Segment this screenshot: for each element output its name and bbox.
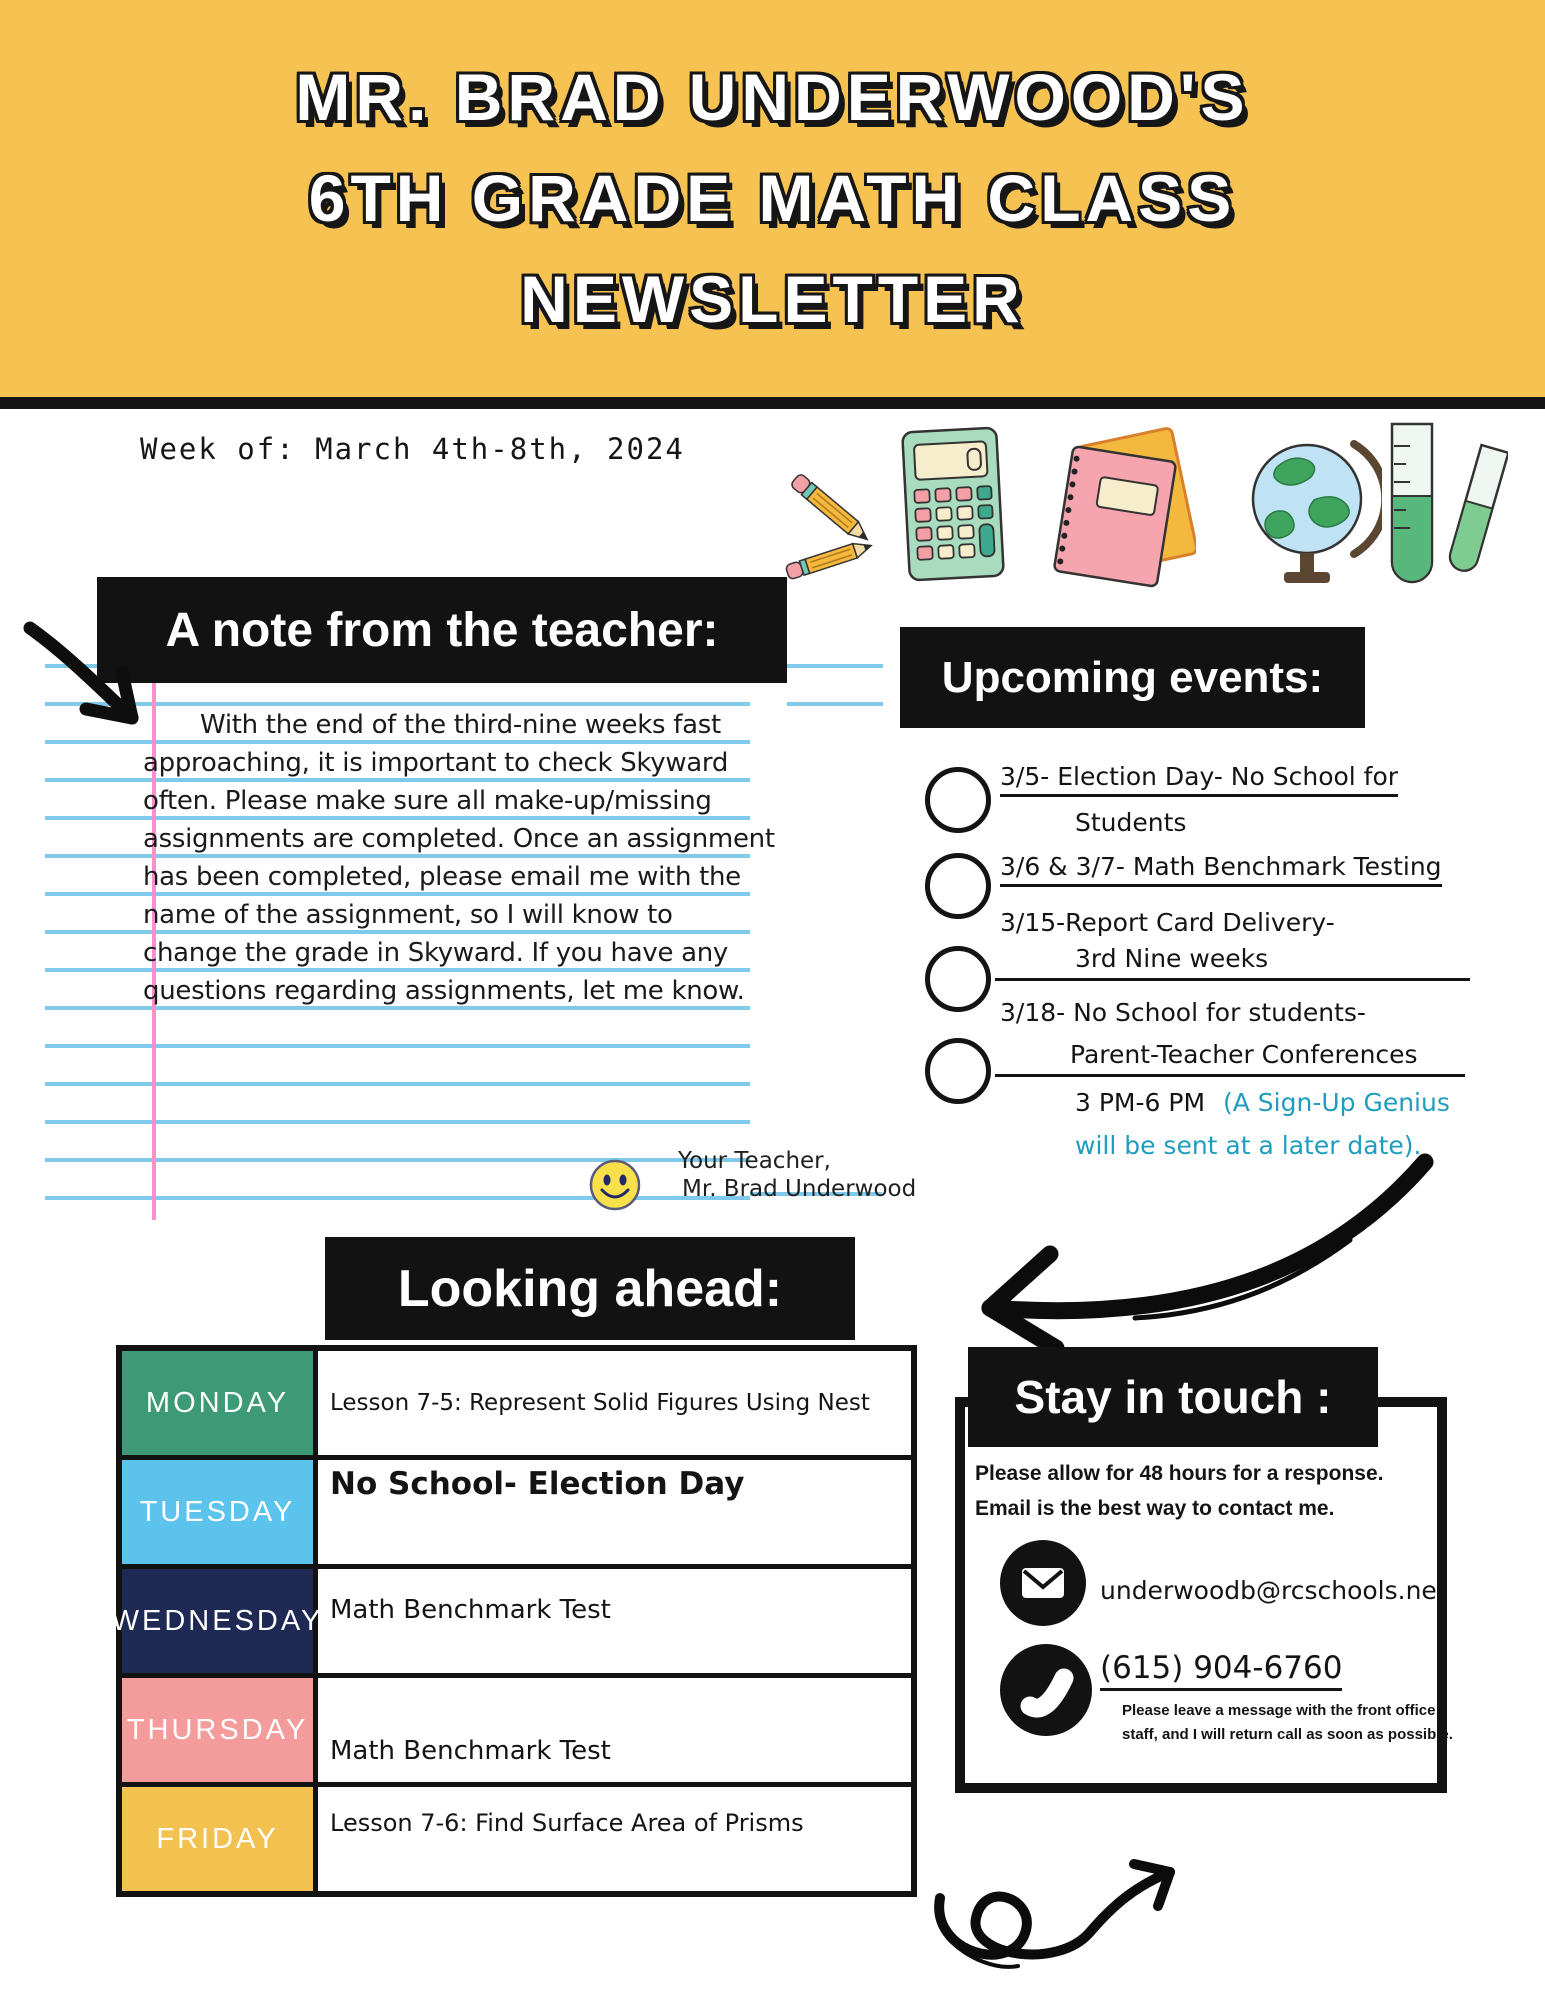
- phone-note-line: staff, and I will return call as soon as possible.: [1122, 1726, 1453, 1743]
- header-banner: [0, 0, 1545, 397]
- calculator-icon: [898, 424, 1008, 584]
- paper-line-extension: [787, 664, 883, 668]
- newsletter-title-line-1: MR. BRAD UNDERWOOD'S: [295, 60, 1250, 134]
- curved-arrow-icon: [880, 1140, 1440, 1375]
- email-address: underwoodb@rcschools.net: [1100, 1576, 1447, 1605]
- event-line: Parent-Teacher Conferences: [995, 1040, 1465, 1077]
- phone-note-line: Please leave a message with the front office: [1122, 1702, 1436, 1719]
- phone-icon: [1000, 1644, 1092, 1736]
- table-row: [111, 1569, 911, 1678]
- note-line: assignments are completed. Once an assignment: [143, 824, 775, 854]
- note-line: With the end of the third-nine weeks fast: [200, 710, 721, 740]
- day-cell-tuesday: TUESDAY: [122, 1460, 318, 1564]
- note-line: often. Please make sure all make-up/missing: [143, 786, 712, 816]
- swirl-arrow-icon: [928, 1828, 1228, 1993]
- table-row: [122, 1787, 911, 1891]
- table-row: [122, 1351, 911, 1460]
- paper-line-extension: [787, 702, 883, 706]
- day-cell-thursday: THURSDAY: [122, 1678, 318, 1782]
- note-section-heading: A note from the teacher:: [97, 577, 787, 683]
- lesson-cell: Lesson 7-5: Represent Solid Figures Using Nest: [330, 1390, 870, 1416]
- header-divider: [0, 397, 1545, 409]
- event-line: 3 PM-6 PM (A Sign-Up Genius: [1075, 1088, 1450, 1117]
- note-line: questions regarding assignments, let me know.: [143, 976, 745, 1006]
- event-bullet-circle: [925, 853, 991, 919]
- table-row: [122, 1460, 911, 1569]
- events-section-heading: Upcoming events:: [900, 627, 1365, 728]
- signup-note: will be sent at a later date).: [1075, 1131, 1422, 1160]
- lesson-cell: Math Benchmark Test: [330, 1595, 611, 1625]
- event-bullet-circle: [925, 1038, 991, 1104]
- looking-ahead-heading: Looking ahead:: [325, 1237, 855, 1340]
- stay-in-touch-heading: Stay in touch :: [968, 1347, 1378, 1447]
- arrow-down-right-icon: [20, 618, 170, 763]
- event-line: 3/15-Report Card Delivery-: [1000, 908, 1335, 937]
- lesson-cell: Lesson 7-6: Find Surface Area of Prisms: [330, 1809, 804, 1837]
- week-of-text: Week of: March 4th-8th, 2024: [140, 432, 685, 466]
- event-line: 3rd Nine weeks: [995, 944, 1470, 981]
- lesson-cell: Math Benchmark Test: [330, 1736, 611, 1766]
- response-note-line: Email is the best way to contact me.: [975, 1497, 1335, 1520]
- note-line: has been completed, please email me with the: [143, 862, 741, 892]
- event-bullet-circle: [925, 767, 991, 833]
- day-cell-friday: FRIDAY: [122, 1787, 318, 1891]
- smiley-icon: [588, 1158, 642, 1212]
- signature-line: Mr. Brad Underwood: [682, 1176, 917, 1202]
- event-line: Students: [1075, 808, 1187, 837]
- day-cell-wednesday: WEDNESDAY: [122, 1569, 318, 1673]
- table-row: [122, 1678, 911, 1787]
- signature-line: Your Teacher,: [678, 1148, 831, 1174]
- event-line: 3/5- Election Day- No School for: [1000, 762, 1398, 797]
- test-tubes-icon: [1378, 412, 1508, 602]
- weekly-schedule-table: [111, 1345, 917, 1897]
- day-cell-monday: MONDAY: [122, 1351, 318, 1455]
- email-icon: [1000, 1540, 1086, 1626]
- event-line: 3/6 & 3/7- Math Benchmark Testing: [1000, 852, 1442, 887]
- note-line: change the grade in Skyward. If you have any: [143, 938, 729, 968]
- notebooks-icon: [1028, 418, 1196, 588]
- note-line: name of the assignment, so I will know to: [143, 900, 673, 930]
- globe-icon: [1242, 422, 1382, 597]
- pencils-icon: [778, 460, 908, 600]
- event-line: 3/18- No School for students-: [1000, 998, 1366, 1027]
- signup-note: (A Sign-Up Genius: [1222, 1088, 1450, 1117]
- response-note-line: Please allow for 48 hours for a response.: [975, 1462, 1384, 1485]
- phone-number: (615) 904-6760: [1100, 1650, 1342, 1691]
- newsletter-title-line-3: NEWSLETTER: [520, 262, 1025, 336]
- newsletter-title-line-2: 6TH GRADE MATH CLASS: [308, 161, 1237, 235]
- note-line: approaching, it is important to check Skyward: [143, 748, 729, 778]
- event-bullet-circle: [925, 946, 991, 1012]
- lesson-cell: No School- Election Day: [330, 1466, 745, 1502]
